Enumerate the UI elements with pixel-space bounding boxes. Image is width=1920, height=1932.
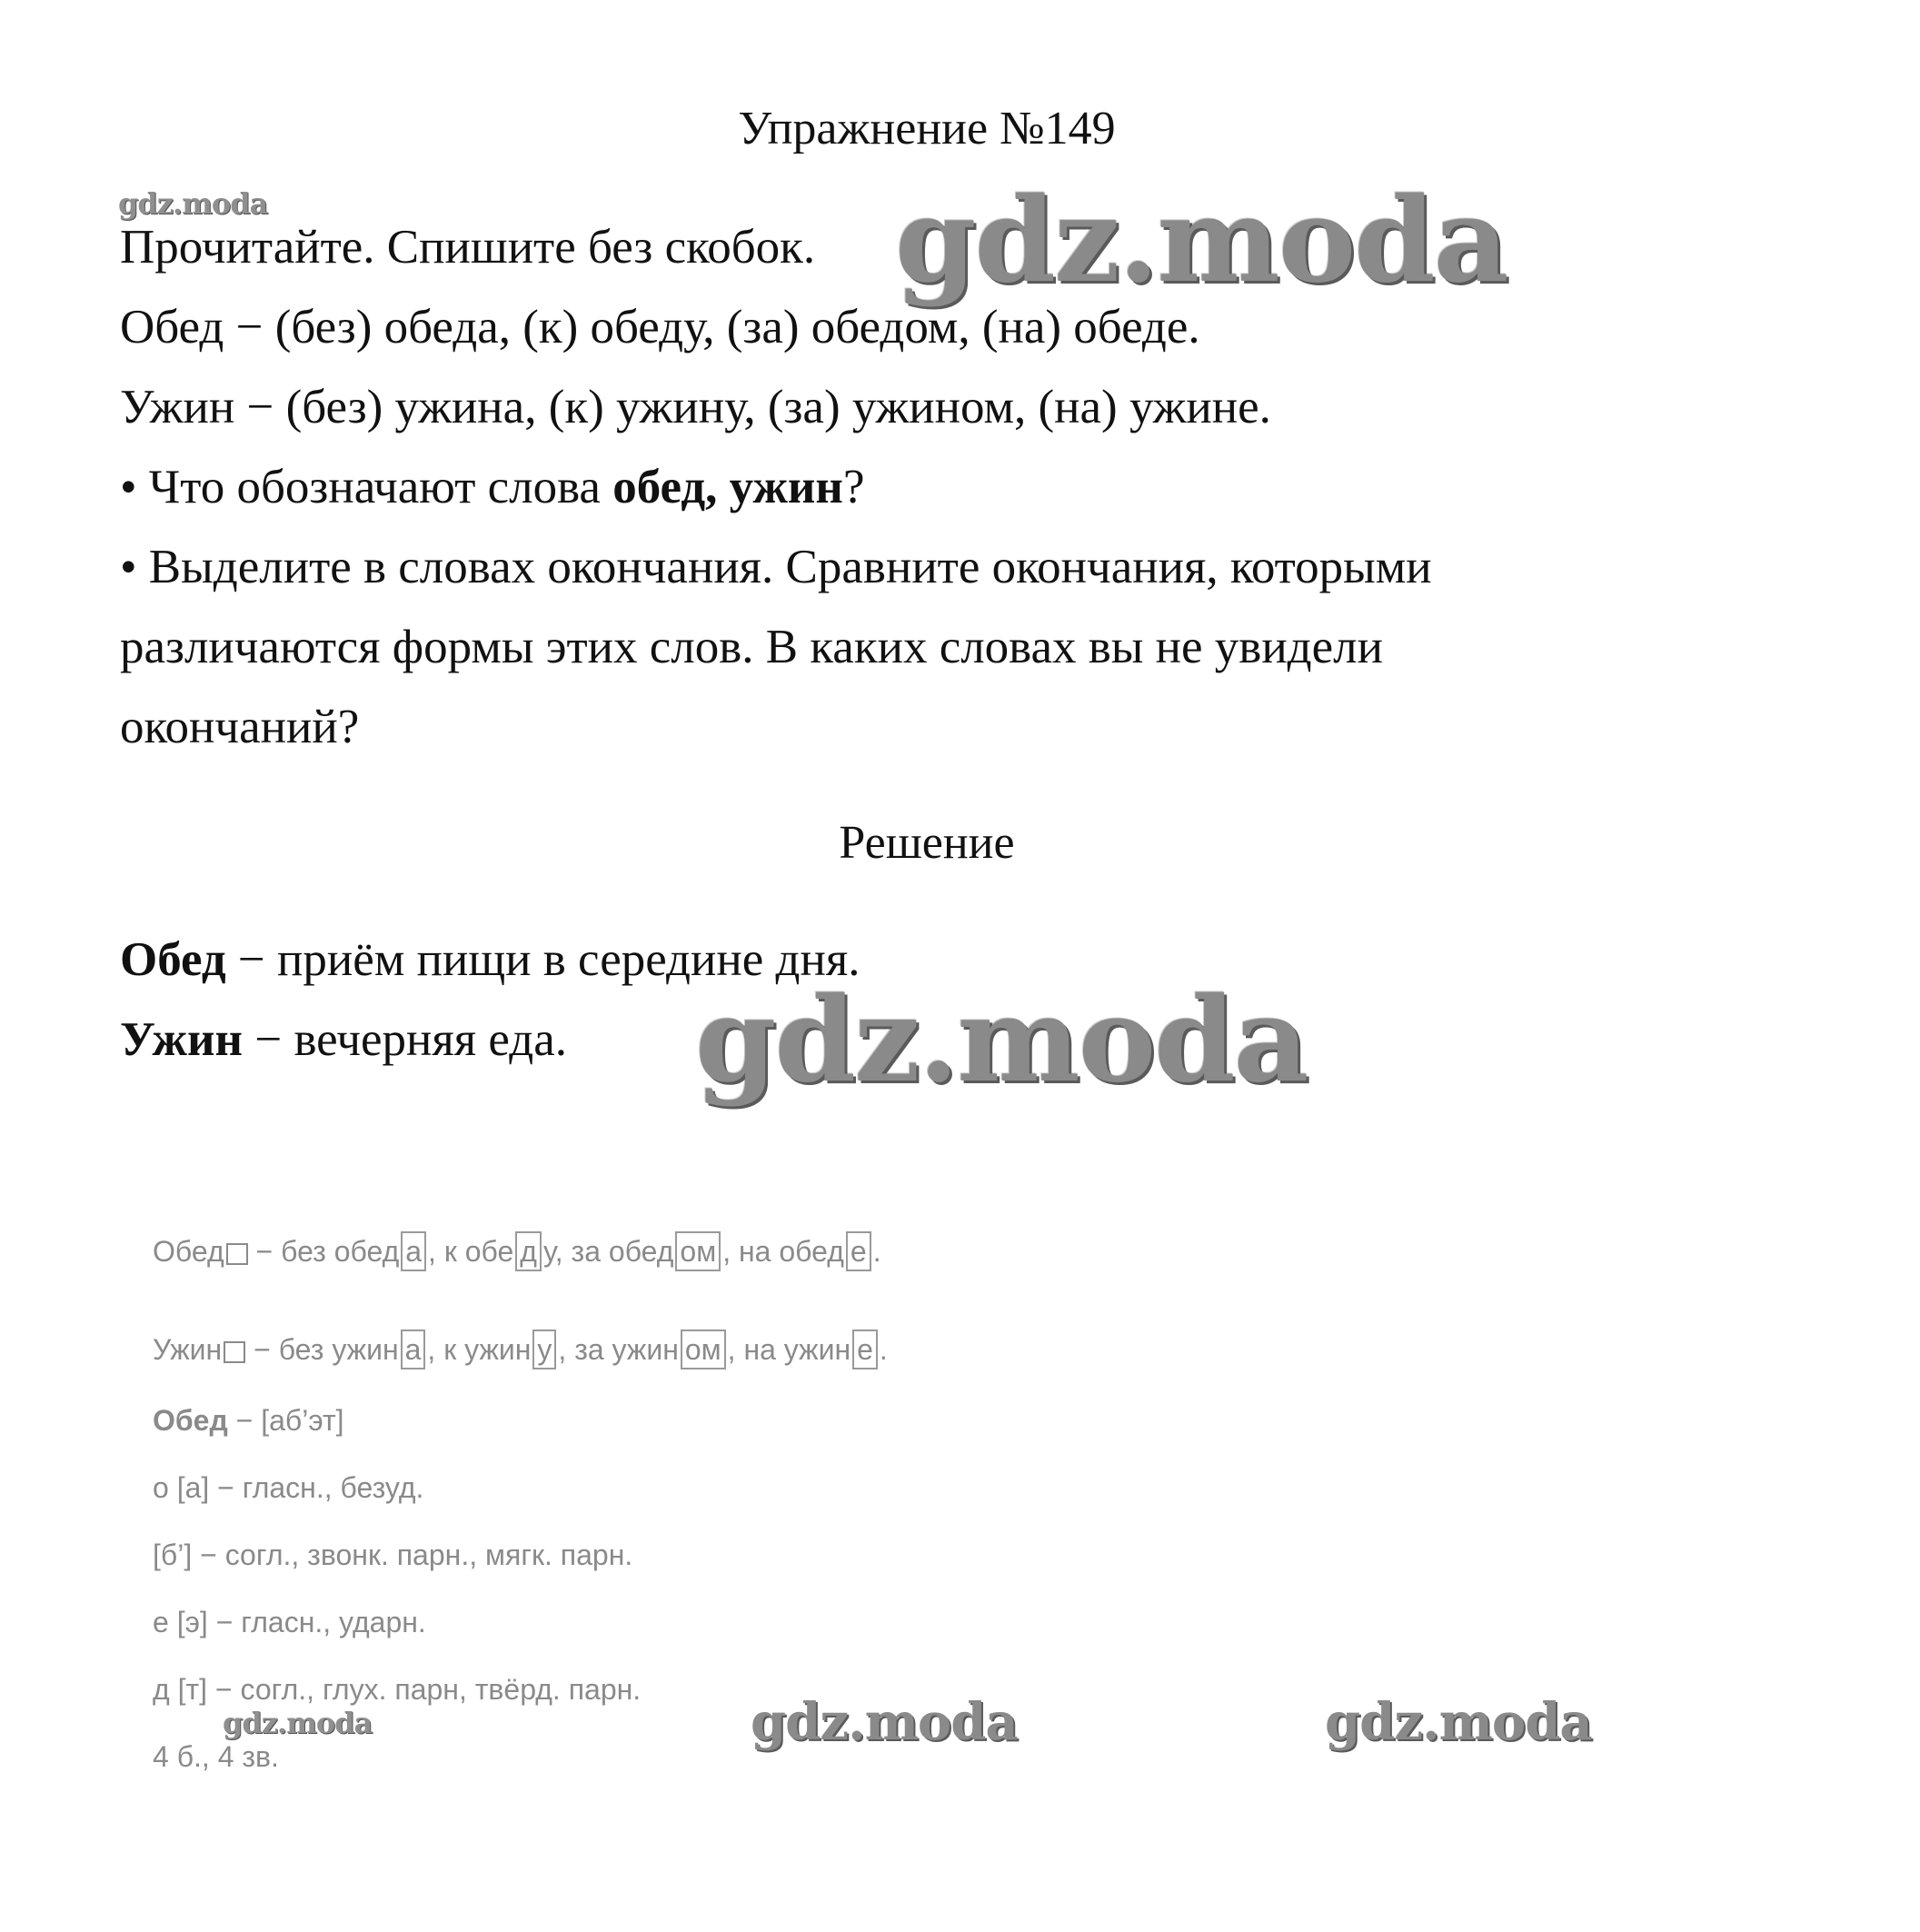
phonetic-line: д [т] − согл., глух. парн, твёрд. парн. bbox=[153, 1673, 642, 1706]
task-question-2-line-1: • Выделите в словах окончания. Сравните окончания, которыми bbox=[120, 541, 1432, 593]
phonetic-transcription: − [аб’эт] bbox=[227, 1404, 344, 1437]
task-instruction: Прочитайте. Спишите без скобок. bbox=[120, 221, 816, 274]
solution-heading: Решение bbox=[839, 817, 1015, 869]
task-line-uzhin: Ужин − (без) ужина, (к) ужину, (за) ужином, (на) ужине. bbox=[120, 381, 1271, 433]
task-question-2-line-3: окончаний? bbox=[120, 701, 360, 753]
ending-box: д bbox=[515, 1231, 542, 1271]
watermark-medium-bottom-right: gdz.moda bbox=[1325, 1692, 1592, 1752]
ending-box: а bbox=[401, 1231, 426, 1271]
question-1-prefix: • Что обозначают слова bbox=[120, 461, 613, 513]
definition-word: Обед bbox=[120, 933, 226, 986]
watermark-large-top: gdz.moda bbox=[895, 173, 1507, 309]
phonetic-line: [б’] − согл., звонк. парн., мягк. парн. bbox=[153, 1539, 633, 1571]
endings-text: у, за обед bbox=[542, 1235, 674, 1268]
task-line-obed: Обед − (без) обеда, (к) обеду, (за) обедом, (на) обеде. bbox=[120, 301, 1200, 354]
null-ending-square bbox=[226, 1243, 248, 1265]
endings-text: − без обед bbox=[247, 1235, 400, 1268]
ending-box: а bbox=[401, 1329, 426, 1369]
phonetic-header bbox=[153, 1404, 344, 1438]
endings-text: , на ужин bbox=[727, 1333, 851, 1366]
ending-box: ом bbox=[675, 1231, 721, 1271]
ending-box: ом bbox=[681, 1329, 726, 1369]
endings-word: Обед bbox=[153, 1235, 224, 1268]
definition-text: − приём пищи в середине дня. bbox=[225, 933, 861, 986]
endings-text: , к ужин bbox=[427, 1333, 532, 1366]
definition-text: − вечерняя еда. bbox=[243, 1013, 567, 1066]
phonetic-line: о [а] − гласн., безуд. bbox=[153, 1471, 424, 1504]
definition-word: Ужин bbox=[120, 1013, 244, 1066]
endings-text: , за ужин bbox=[558, 1333, 679, 1366]
ending-box: у bbox=[532, 1329, 556, 1369]
ending-box: е bbox=[846, 1231, 871, 1271]
phonetic-word: Обед bbox=[153, 1404, 228, 1437]
watermark-large-middle: gdz.moda bbox=[695, 972, 1308, 1109]
definition-uzhin bbox=[120, 1012, 567, 1067]
endings-text: , на обед bbox=[722, 1235, 844, 1268]
ending-box: е bbox=[852, 1329, 878, 1369]
phonetic-line: е [э] − гласн., ударн. bbox=[153, 1606, 426, 1638]
endings-text: . bbox=[879, 1333, 888, 1366]
watermark-medium-bottom-center: gdz.moda bbox=[751, 1692, 1018, 1752]
watermark-small: gdz.moda bbox=[118, 186, 268, 221]
endings-row-uzhin bbox=[153, 1329, 888, 1369]
endings-text: . bbox=[872, 1235, 881, 1268]
endings-row-obed bbox=[153, 1231, 881, 1271]
phonetic-summary: 4 б., 4 зв. bbox=[153, 1740, 279, 1773]
task-question-2-line-2: различаются формы этих слов. В каких словах вы не увидели bbox=[120, 621, 1383, 673]
task-question-1 bbox=[120, 460, 864, 514]
null-ending-square bbox=[224, 1341, 245, 1363]
endings-text: − без ужин bbox=[245, 1333, 399, 1366]
endings-text: , к обе bbox=[428, 1235, 514, 1268]
watermark-small-bottom: gdz.moda bbox=[223, 1706, 373, 1740]
question-1-bold: обед, ужин bbox=[612, 461, 843, 513]
page-title: Упражнение №149 bbox=[738, 103, 1116, 154]
endings-word: Ужин bbox=[153, 1333, 223, 1366]
question-1-suffix: ? bbox=[842, 461, 865, 513]
